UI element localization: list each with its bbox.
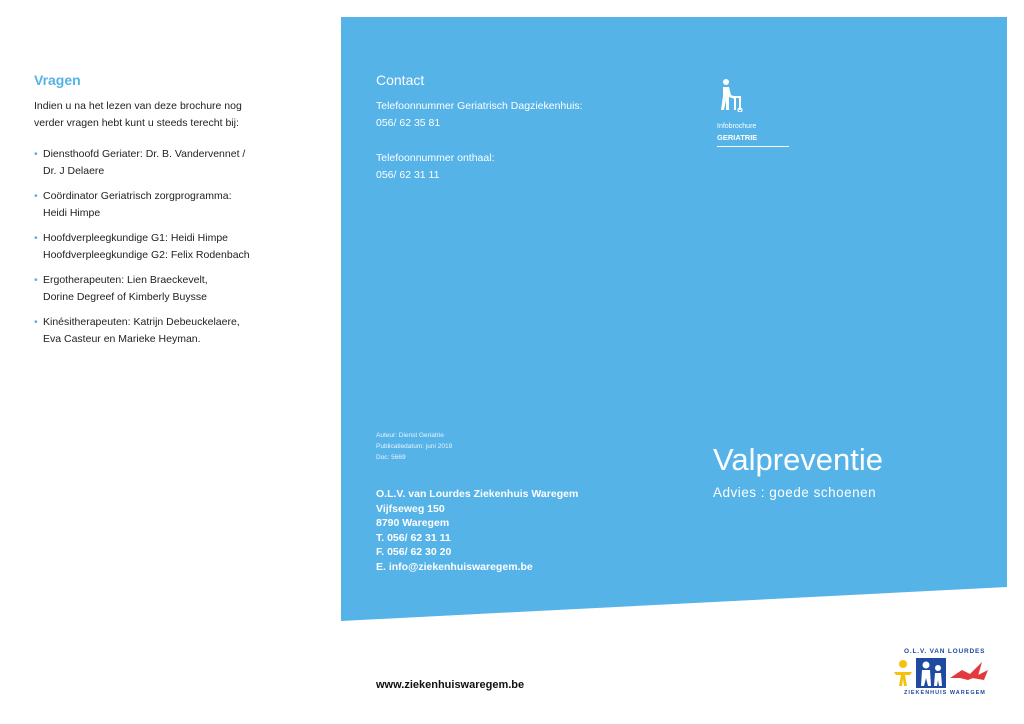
bullet-icon: •	[34, 274, 38, 286]
contact-heading: Contact	[376, 72, 425, 88]
phone-number-daycare: 056/ 62 35 81	[376, 117, 441, 129]
hospital-logo	[890, 648, 1005, 698]
hospital-address	[376, 487, 578, 575]
bullet-icon: •	[34, 316, 38, 328]
questions-heading: Vragen	[34, 72, 81, 88]
phone-label-daycare: Telefoonnummer Geriatrisch Dagziekenhuis:	[376, 100, 583, 112]
bullet-icon: •	[34, 232, 38, 244]
contacts-list	[34, 146, 274, 348]
logo-top-text: O.L.V. VAN LOURDES	[904, 648, 986, 655]
website-link[interactable]: www.ziekenhuiswaregem.be	[376, 679, 525, 691]
list-item: • Kinésitherapeuten: Katrijn Debeuckelaere, Eva Casteur en Marieke Heyman.	[34, 316, 240, 345]
address-tel: T. 056/ 62 31 11	[376, 531, 451, 544]
badge-line2: GERIATRIE	[717, 133, 758, 142]
list-item: • Hoofdverpleegkundige G1: Heidi Himpe Hoofdverpleegkundige G2: Felix Rodenbach	[34, 232, 250, 261]
questions-intro: Indien u na het lezen van deze brochure nog verder vragen hebt kunt u steeds terecht bij:	[34, 100, 242, 129]
address-street: Vijfseweg 150	[376, 502, 445, 515]
address-name: O.L.V. van Lourdes Ziekenhuis Waregem	[376, 488, 579, 500]
list-item: • Diensthoofd Geriater: Dr. B. Vandervennet / Dr. J Delaere	[34, 148, 246, 177]
address-fax: F. 056/ 62 30 20	[376, 546, 452, 559]
address-email: E. info@ziekenhuiswaregem.be	[376, 560, 533, 573]
bullet-icon: •	[34, 190, 38, 202]
meta-doc: Doc: 5669	[376, 454, 406, 461]
brochure-badge	[717, 78, 797, 147]
logo-bottom-text: ZIEKENHUIS WAREGEM	[904, 690, 986, 696]
meta-author: Auteur: Dienst Geriatrie	[376, 432, 444, 439]
address-city: 8790 Waregem	[376, 517, 450, 530]
list-item: • Coördinator Geriatrisch zorgprogramma: Heidi Himpe	[34, 190, 232, 219]
document-meta	[376, 430, 452, 463]
phone-label-reception: Telefoonnummer onthaal:	[376, 152, 495, 164]
cover-title: Valpreventie	[713, 442, 884, 477]
badge-divider	[717, 146, 789, 147]
questions-section	[34, 72, 274, 356]
walker-person-icon	[717, 78, 743, 112]
meta-date: Publicatiedatum: juni 2019	[376, 443, 453, 450]
contact-section	[376, 72, 676, 184]
phone-number-reception: 056/ 62 31 11	[376, 169, 440, 181]
cover-subtitle: Advies : goede schoenen	[713, 485, 877, 500]
list-item: • Ergotherapeuten: Lien Braeckevelt, Dorine Degreef of Kimberly Buysse	[34, 274, 208, 303]
bullet-icon: •	[34, 148, 38, 160]
badge-line1: Infobrochure	[717, 123, 757, 130]
